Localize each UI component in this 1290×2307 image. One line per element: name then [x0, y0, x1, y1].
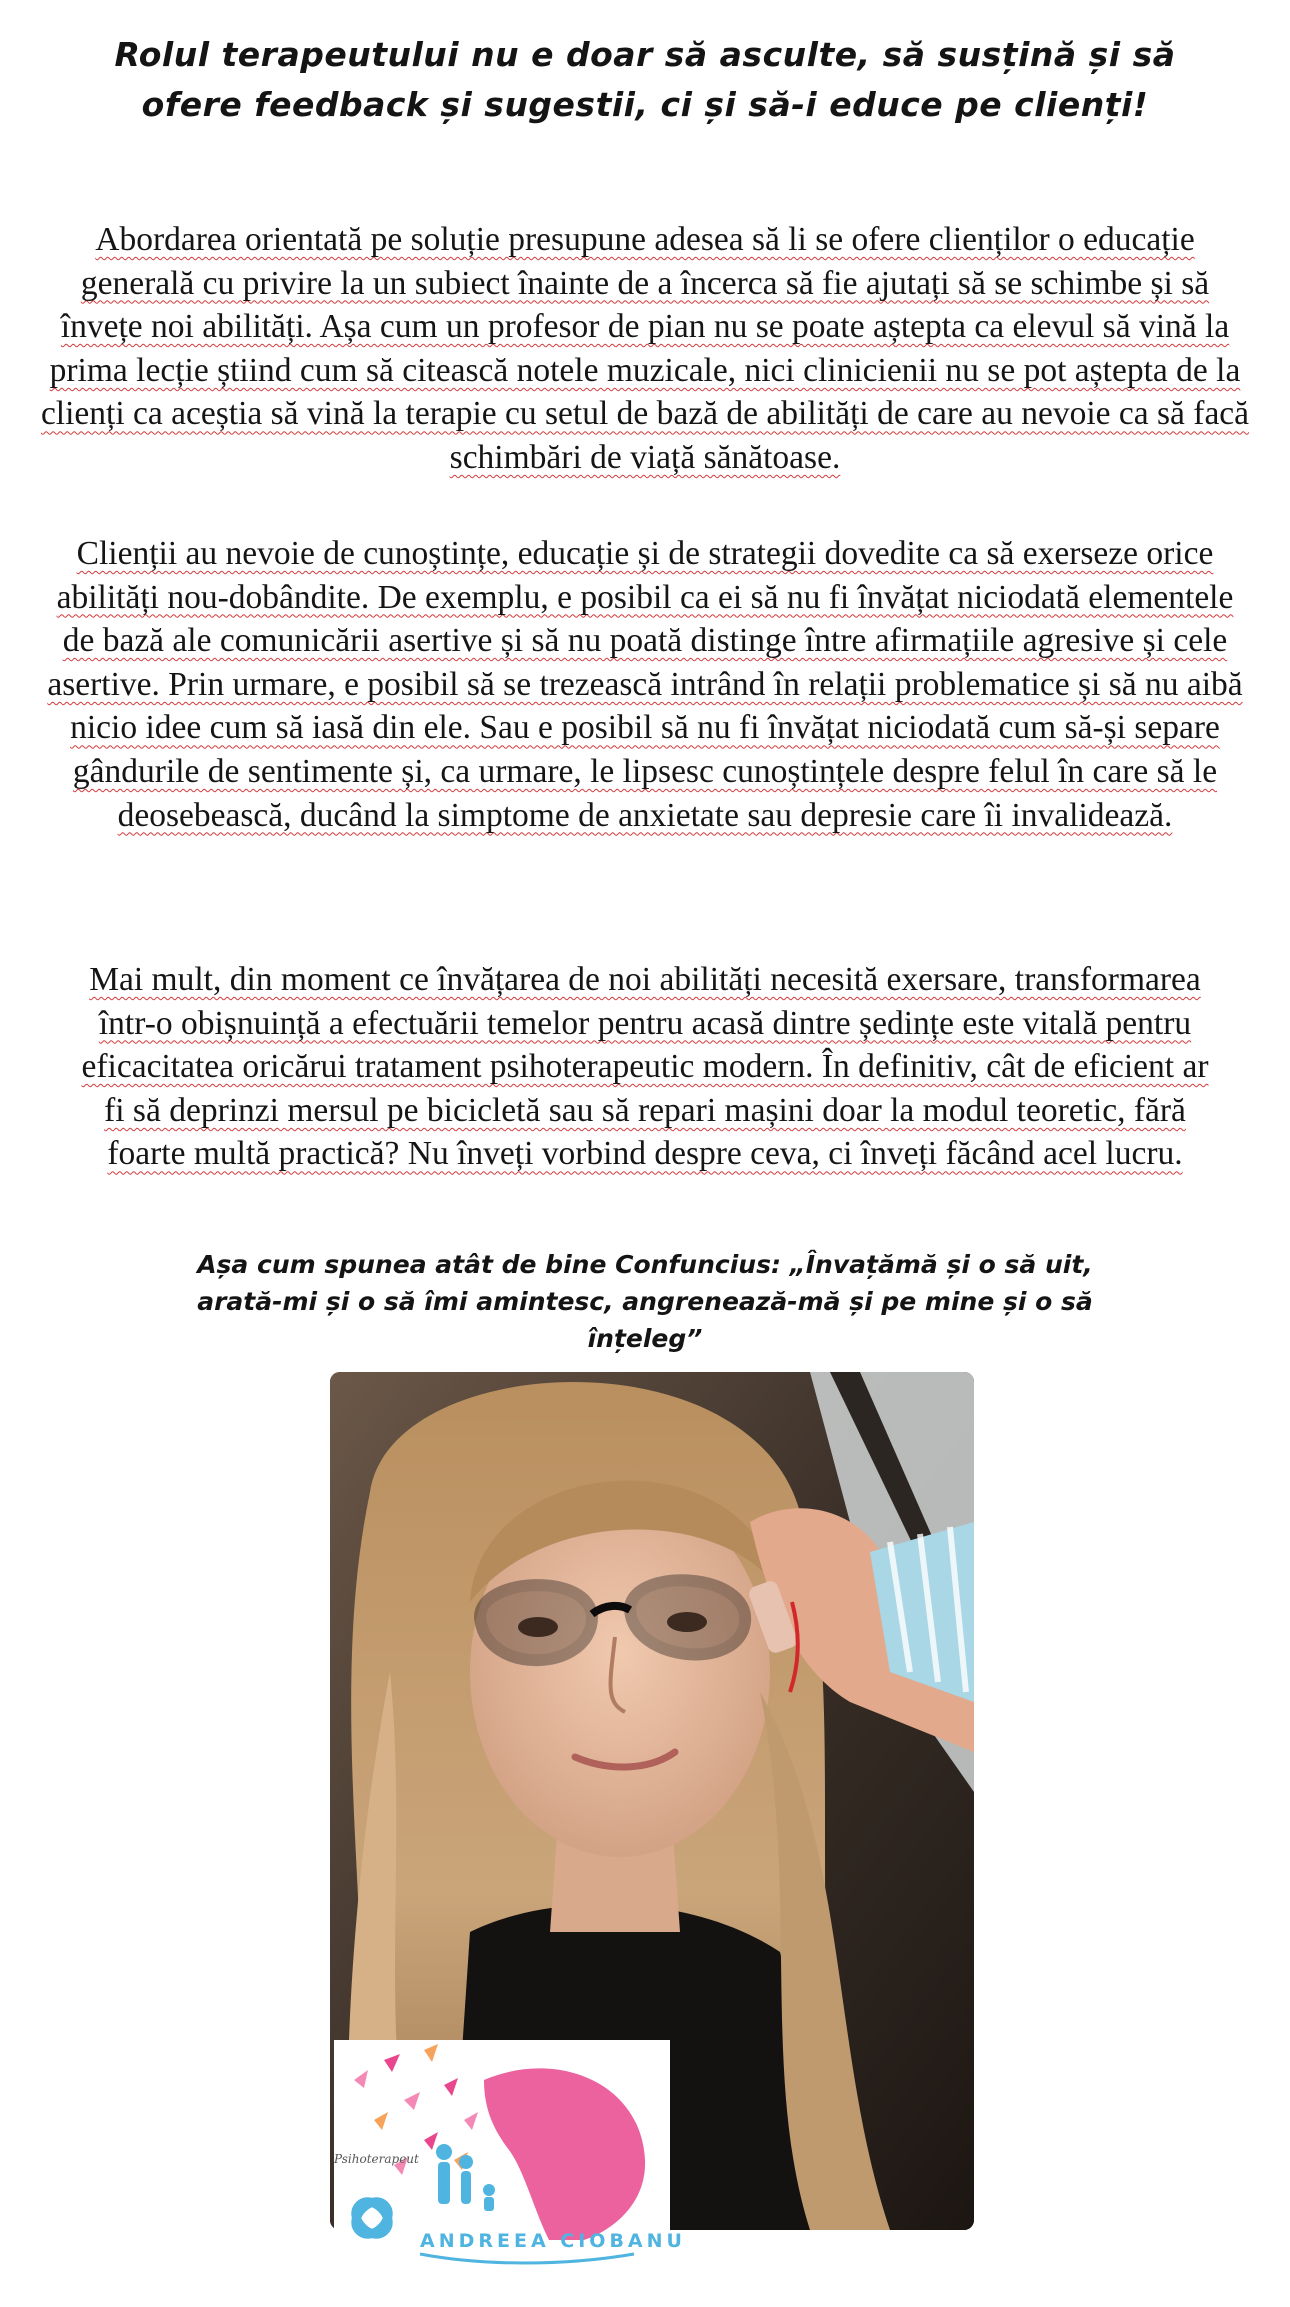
paragraph-client-needs: Clienții au nevoie de cunoștințe, educație și de strategii dovedite ca să exerseze orice abilități nou-dobândite. De exemplu, e posibil ca ei să nu fi învățat niciodată elementele de bază ale comunicării asertive și să nu poată distinge între afirmațiile agresive și cele asertive. Prin urmare, e posibil să se trezească intrând în relații problematice și să nu aibă nicio idee cum să iasă din ele. Sau e posibil să nu fi învățat niciodată cum să-și separe gândurile de sentimente și, ca urmare, le lipsesc cunoștințele despre felul în care să le deosebească, ducând la simptome de anxietate sau depresie care îi invalidează.	[47, 535, 1243, 834]
paragraph-solution-focused: Abordarea orientată pe soluție presupune adesea să li se ofere clienților o educație generală cu privire la un subiect înainte de a încerca să fie ajutați să se schimbe și să învețe noi abilități. Așa cum un profesor de pian nu se poate aștepta ca elevul să vină la prima lecție știind cum să citească notele muzicale, nici clinicienii nu se pot aștepta de la clienți ca aceștia să vină la terapie cu setul de bază de abilități de care au nevoie ca să facă schimbări de viață sănătoase.	[40, 221, 1250, 476]
confucius-quote: Așa cum spunea atât de bine Confuncius: „Învațămă și o să uit, arată-mi și o să îmi amintesc, angrenează-mă și pe mine și o să înțeleg”	[197, 1250, 1093, 1353]
logo-brand-name: ANDREEA CIOBANU	[420, 2230, 686, 2252]
butterfly-head-icon	[354, 2044, 645, 2240]
paragraph-practice: Mai mult, din moment ce învățarea de noi abilități necesită exersare, transformarea într-o obișnuință a efectuării temelor pentru acasă dintre ședințe este vitală pentru eficacitatea oricărui tratament psihoterapeutic modern. În definitiv, cât de eficient ar fi să deprinzi mersul pe bicicletă sau să repari mașini doar la modul teoretic, fără foarte multă practică? Nu înveți vorbind despre ceva, ci înveți făcând acel lucru.	[81, 961, 1209, 1173]
logo-caption: Psihoterapeut	[334, 2152, 419, 2166]
psychotherapist-logo	[334, 2040, 686, 2272]
page-heading: Rolul terapeutului nu e doar să asculte, să susțină și să ofere feedback și sugestii, ci și să-i educe pe clienți!	[114, 35, 1176, 124]
infinity-knot-icon	[350, 2196, 395, 2241]
